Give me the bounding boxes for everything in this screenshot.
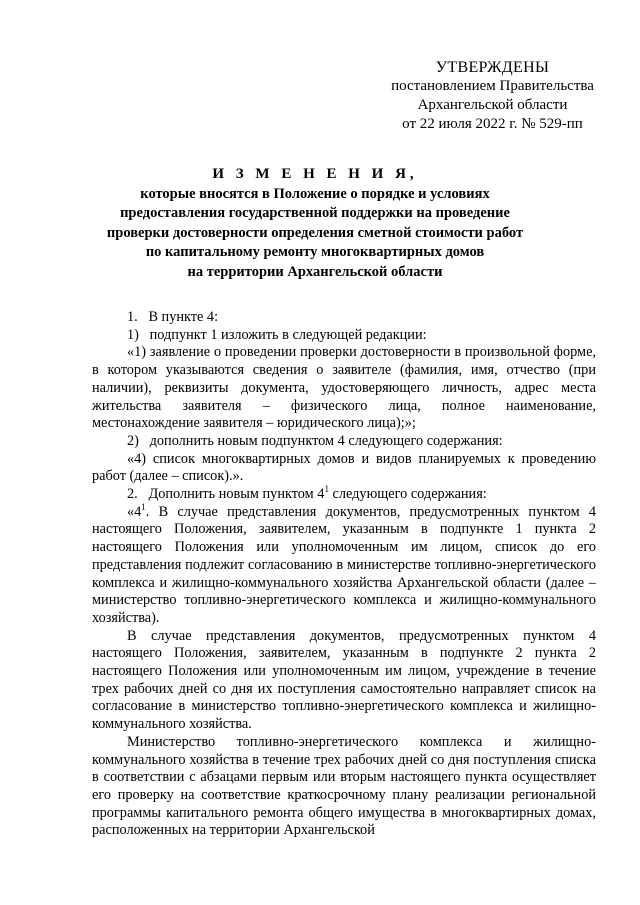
approval-heading: УТВЕРЖДЕНЫ	[435, 59, 550, 76]
document-body	[92, 309, 596, 840]
approval-block	[380, 58, 605, 134]
title-line: которые вносятся в Положение о порядке и условиях	[140, 185, 490, 202]
superscript: 1	[141, 501, 146, 512]
paragraph-text: . В случае представления документов, предусмотренных пунктом 4 настоящего Положения, заявителем, указанным в подпункте 1 пункта 2 настоящего Положения или уполномоченным им лицом, список до его представления подлежит согласованию в министерстве топливно-энергетического комплекса и жилищно-коммунального хозяйства Архангельской области (далее – министерство топливно-энергетического комплекса и жилищно-коммунального хозяйства).	[92, 503, 596, 626]
title-line: на территории Архангельской области	[187, 263, 443, 280]
paragraph	[92, 501, 596, 628]
quote-paragraph: «4) список многоквартирных домов и видов планируемых к проведению работ (далее – список).».	[92, 450, 596, 485]
title-line: проверки достоверности определения сметной стоимости работ	[106, 224, 524, 241]
superscript: 1	[324, 484, 329, 495]
quote-paragraph: «1) заявление о проведении проверки достоверности в произвольной форме, в котором указываются сведения о заявителе (фамилия, имя, отчество (при наличии), реквизиты документа, удостоверяющего личность, адрес места жительства заявителя – физического лица, полное наименование, местонахождение заявителя – юридического лица);»;	[92, 344, 596, 432]
subitem-1: 1) подпункт 1 изложить в следующей редакции:	[127, 326, 427, 343]
item-2-text: 2. Дополнить новым пунктом 4	[127, 486, 325, 503]
document-title	[100, 165, 530, 282]
subitem-2: 2) дополнить новым подпунктом 4 следующего содержания:	[127, 432, 503, 449]
title-line: по капитальному ремонту многоквартирных домов	[145, 244, 485, 260]
paragraph-start: «4	[127, 503, 142, 520]
title-word: И З М Е Н Е Н И Я,	[212, 166, 418, 182]
item-2	[92, 486, 596, 504]
paragraph: Министерство топливно-энергетического комплекса и жилищно-коммунального хозяйства в течение трех рабочих дней со дня поступления списка в соответствии с абзацами первым или вторым настоящего пункта осуществляет его проверку на соответствие краткосрочному плану реализации региональной программы капитального ремонта общего имущества в многоквартирных домах, расположенных на территории Архангельской	[92, 733, 596, 839]
approval-line: от 22 июля 2022 г. № 529-пп	[402, 116, 583, 132]
approval-line: постановлением Правительства	[391, 78, 594, 94]
approval-line: Архангельской области	[417, 97, 568, 113]
paragraph: В случае представления документов, предусмотренных пунктом 4 настоящего Положения, заявителем, указанным в подпункте 2 пункта 2 настоящего Положения или уполномоченным им лицом, учреждение в течение трех рабочих дней со дня их поступления самостоятельно направляет список на согласование в министерство топливно-энергетического комплекса и жилищно-коммунального хозяйства.	[92, 627, 596, 733]
title-line: предоставления государственной поддержки на проведение	[120, 205, 510, 221]
item-2-text-end: следующего содержания:	[328, 486, 487, 503]
item-1: 1. В пункте 4:	[127, 309, 219, 325]
